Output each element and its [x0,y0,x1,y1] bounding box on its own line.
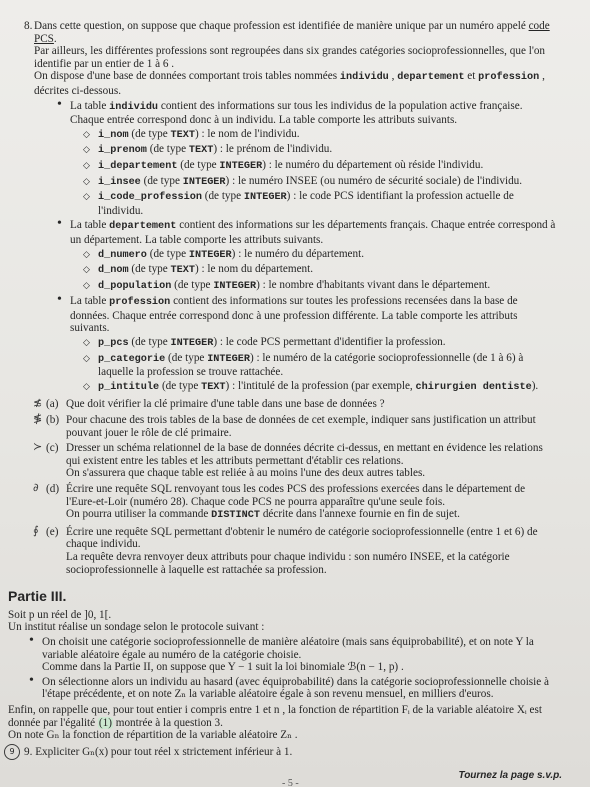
q8-intro-text: Dans cette question, on suppose que chaque profession est identifiée de manière unique par un numéro appelé [34,20,529,32]
attr-name: d_numero [98,249,147,261]
desc-post: contient des informations sur toutes les professions recensées dans la base de données. Chaque entrée correspond donc à une profession différente. La table comporte les attributs suivants. [70,295,518,335]
step-text: • On sélectionne alors un individu au hasard (avec équiprobabilité) dans la catégorie socioprofessionnelle choisie à l'étape précédente, et on note Zₙ la variable aléatoire égale à son revenu mensuel, en milliers d'euros. [42,675,549,701]
p3-line2: Un institut réalise un sondage selon le protocole suivant : [8,621,265,634]
section-heading: Partie III. [8,588,67,605]
attr-name: d_population [98,280,172,292]
attr-close: ) [213,143,218,156]
question-text: Expliciter Gₙ(x) pour tout réel x strictement inférieur à 1. [35,745,293,758]
question-c [33,440,556,480]
attr-desc: : le nombre d'habitants vivant dans le département. [259,278,491,291]
table-name: departement [109,221,177,233]
page-content [8,20,556,758]
question-9 [8,746,556,759]
note-text-end: décrite dans l'annexe fournie en fin de sujet. [260,508,460,521]
question-a [33,396,556,411]
attr-type: INTEGER [213,280,257,292]
desc-pre: La table [70,99,110,112]
attr-name: i_insee [98,176,141,188]
p3-line1: Soit p un réel de ]0, 1[. [8,608,112,621]
attribute-item [98,175,556,190]
attr-name: d_nom [98,265,129,277]
attribute-item [98,128,556,143]
question-label: (b) [46,414,60,427]
question-number: 9. [24,745,33,758]
question-text: Écrire une requête SQL permettant d'obtenir le numéro de catégorie socioprofessionnelle (entre 1 et 6) de chaque individu. [66,525,538,551]
attr-desc: : l'intitulé de la profession (par exemple, [229,379,416,392]
attr-type: INTEGER [219,160,263,172]
table-description [70,295,556,335]
table-descriptions [8,100,556,395]
table-name-profession: profession [478,72,540,84]
page-number: - 5 - [282,778,299,787]
attr-open: (de type [128,127,171,140]
attr-type: TEXT [188,145,214,157]
attr-name: i_prenom [98,145,147,157]
attr-type: INTEGER [243,192,287,204]
protocol-list [8,636,556,701]
handwritten-mark: ≸ [33,412,43,426]
attr-desc: : le code PCS permettant d'identifier la profession. [217,336,446,349]
question-label: (a) [46,398,59,411]
question-d [33,481,556,523]
question-text: Dresser un schéma relationnel de la base de données décrite ci-dessus, en mettant en évidence les relations qui existent entre les tables et les attributs permettant d'établir ces relations. [66,442,543,467]
attr-type: TEXT [201,381,226,393]
q8-para3-end: , décrites ci-dessous. [34,70,545,97]
question-e [33,523,556,576]
question-note [66,508,556,523]
attr-desc-end: ). [531,379,539,392]
question-text: Écrire une requête SQL renvoyant tous les codes PCS des professions exercées dans le département de l'Eure-et-Loir (numéro 28). Chaque code PCS ne pourra apparaître qu'une seule fois. [66,483,526,508]
table-name-individu: individu [339,72,389,84]
table-name: individu [109,101,159,113]
attr-name: p_intitule [98,381,160,393]
desc-pre: La table [70,219,110,232]
sql-keyword: DISTINCT [211,510,261,522]
table-description [70,219,556,246]
question-note: On s'assurera que chaque table est reliée à au moins l'une des deux autres tables. [66,467,426,480]
attr-close: ) [213,336,218,349]
desc-post: contient des informations sur les départements français. Chaque entrée correspond à un département. La table comporte les attributs suivants. [70,219,556,246]
attr-desc: : le numéro du département où réside l'individu. [265,158,484,171]
attr-close: ) [194,263,199,276]
question-b [33,412,556,439]
attr-desc: : le prénom de l'individu. [217,143,333,156]
attr-open: (de type [146,143,189,156]
attr-close: ) [231,247,236,260]
table-profession [70,295,556,394]
table-individu [70,100,556,218]
attr-example: chirurgien dentiste [415,381,532,393]
attr-type: INTEGER [188,249,232,261]
attr-open: (de type [201,190,244,203]
attr-close: ) [262,158,266,171]
attribute-item [98,159,556,174]
question-text: Que doit vérifier la clé primaire d'une table dans une base de données ? [66,398,385,411]
attr-open: (de type [159,379,202,392]
attr-name: i_nom [98,129,129,141]
attr-name: i_departement [98,160,178,172]
p3-para-text: Enfin, on rappelle que, pour tout entier i compris entre 1 et n , la fonction de répartition Fᵢ de la variable aléatoire Xᵢ est donnée par l'égalité [8,703,542,729]
attr-type: TEXT [170,265,195,277]
q8-para2: Par ailleurs, les différentes professions sont regroupées dans six grandes catégories socioprofessionnelles, que l'on identifie par un entier de 1 à 6 . [34,45,546,70]
attr-type: INTEGER [182,176,226,188]
attr-close: ) [256,278,260,291]
attr-close: ) [286,190,291,203]
handwritten-mark: ≴ [33,396,43,410]
attribute-list [70,336,556,394]
handwritten-mark: ∮ [33,523,39,537]
question-note: La requête devra renvoyer deux attributs pour chaque individu : son numéro INSEE, et la catégorie socioprofessionnelle à laquelle est rattachée sa profession. [66,550,510,576]
attr-desc: : le nom de l'individu. [198,127,300,140]
attr-type: TEXT [170,129,195,141]
table-name-departement: departement [397,72,465,84]
attribute-item [98,352,556,379]
attr-open: (de type [165,351,208,364]
q8-intro-end: . [53,32,57,45]
attr-open: (de type [177,158,220,171]
equation-ref-highlight: (1) [98,716,112,729]
attribute-list [70,248,556,294]
attribute-item [98,190,556,217]
code-pcs-term: code PCS [34,20,550,45]
handwritten-mark: ≻ [33,440,43,454]
p3-para2: On note Gₙ la fonction de répartition de la variable aléatoire Zₙ . [8,729,298,742]
attr-desc: : le code PCS identifiant la profession actuelle de l'individu. [98,190,514,217]
p3-para [8,704,556,729]
attr-name: p_categorie [98,353,166,365]
q8-para3-text: On dispose d'une base de données comportant trois tables nommées [34,70,340,83]
attr-desc: : le numéro INSEE (ou numéro de sécurité sociale) de l'individu. [229,174,523,187]
question-8 [8,20,556,98]
step-text: • On choisit une catégorie socioprofessionnelle de manière aléatoire (mais sans équiprobabilité), et on note Y la variable aléatoire égale au numéro de la catégorie choisie. [42,635,534,661]
attr-close: ) [225,174,230,187]
question-text: Pour chacune des trois tables de la base de données de cet exemple, indiquer sans justification un attribut pouvant jouer le rôle de clé primaire. [66,414,536,439]
sep: , [388,70,398,83]
q8-intro [34,20,556,45]
attr-close: ) [194,127,199,140]
protocol-step-1 [42,636,556,674]
attribute-item [98,263,556,278]
attr-name: i_code_profession [98,192,202,204]
q8-para3 [34,70,556,97]
question-number: 8. [24,20,33,32]
sep: et [464,70,479,83]
attribute-item [98,279,556,294]
attribute-item [98,143,556,158]
question-label: (d) [46,483,60,495]
note-text: On pourra utiliser la commande [66,508,212,521]
attr-open: (de type [146,247,189,260]
table-departement [70,219,556,293]
partie-3 [8,590,556,758]
attr-desc: : le numéro de la catégorie socioprofessionnelle (de 1 à 6) à laquelle la profession se trouve rattachée. [98,351,524,379]
question-label: (c) [46,442,59,455]
attribute-list [70,128,556,218]
desc-pre: La table [70,295,110,308]
attr-type: INTEGER [207,353,250,365]
desc-post: contient des informations sur tous les individus de la population active française. Chaque entrée correspond donc à un individu. La table comporte les attributs suivants. [70,99,523,127]
footer-turn-page: Tournez la page s.v.p. [458,770,562,781]
step-text-2: Comme dans la Partie II, on suppose que Y − 1 suit la loi binomiale ℬ(n − 1, p) . [42,661,404,674]
attr-desc: : le nom du département. [198,263,314,276]
table-name: profession [109,297,171,309]
attr-name: p_pcs [98,338,129,350]
p3-para-end: montrée à la question 3. [112,716,223,729]
attr-open: (de type [171,278,214,291]
protocol-step-2 [42,676,556,701]
handwritten-mark: ∂ [33,481,39,494]
attr-open: (de type [128,336,171,349]
attr-type: INTEGER [170,338,214,350]
attribute-item [98,336,556,351]
handwritten-circle-mark: 9 [4,744,20,760]
attribute-item [98,380,556,395]
attr-open: (de type [128,263,171,276]
attribute-item [98,248,556,263]
attr-close: ) [249,351,254,364]
attr-open: (de type [140,174,183,187]
sub-questions [8,398,556,576]
attr-desc: : le numéro du département. [235,247,365,260]
table-description [70,100,556,127]
question-label: (e) [46,525,59,538]
attr-close: ) [225,379,230,392]
